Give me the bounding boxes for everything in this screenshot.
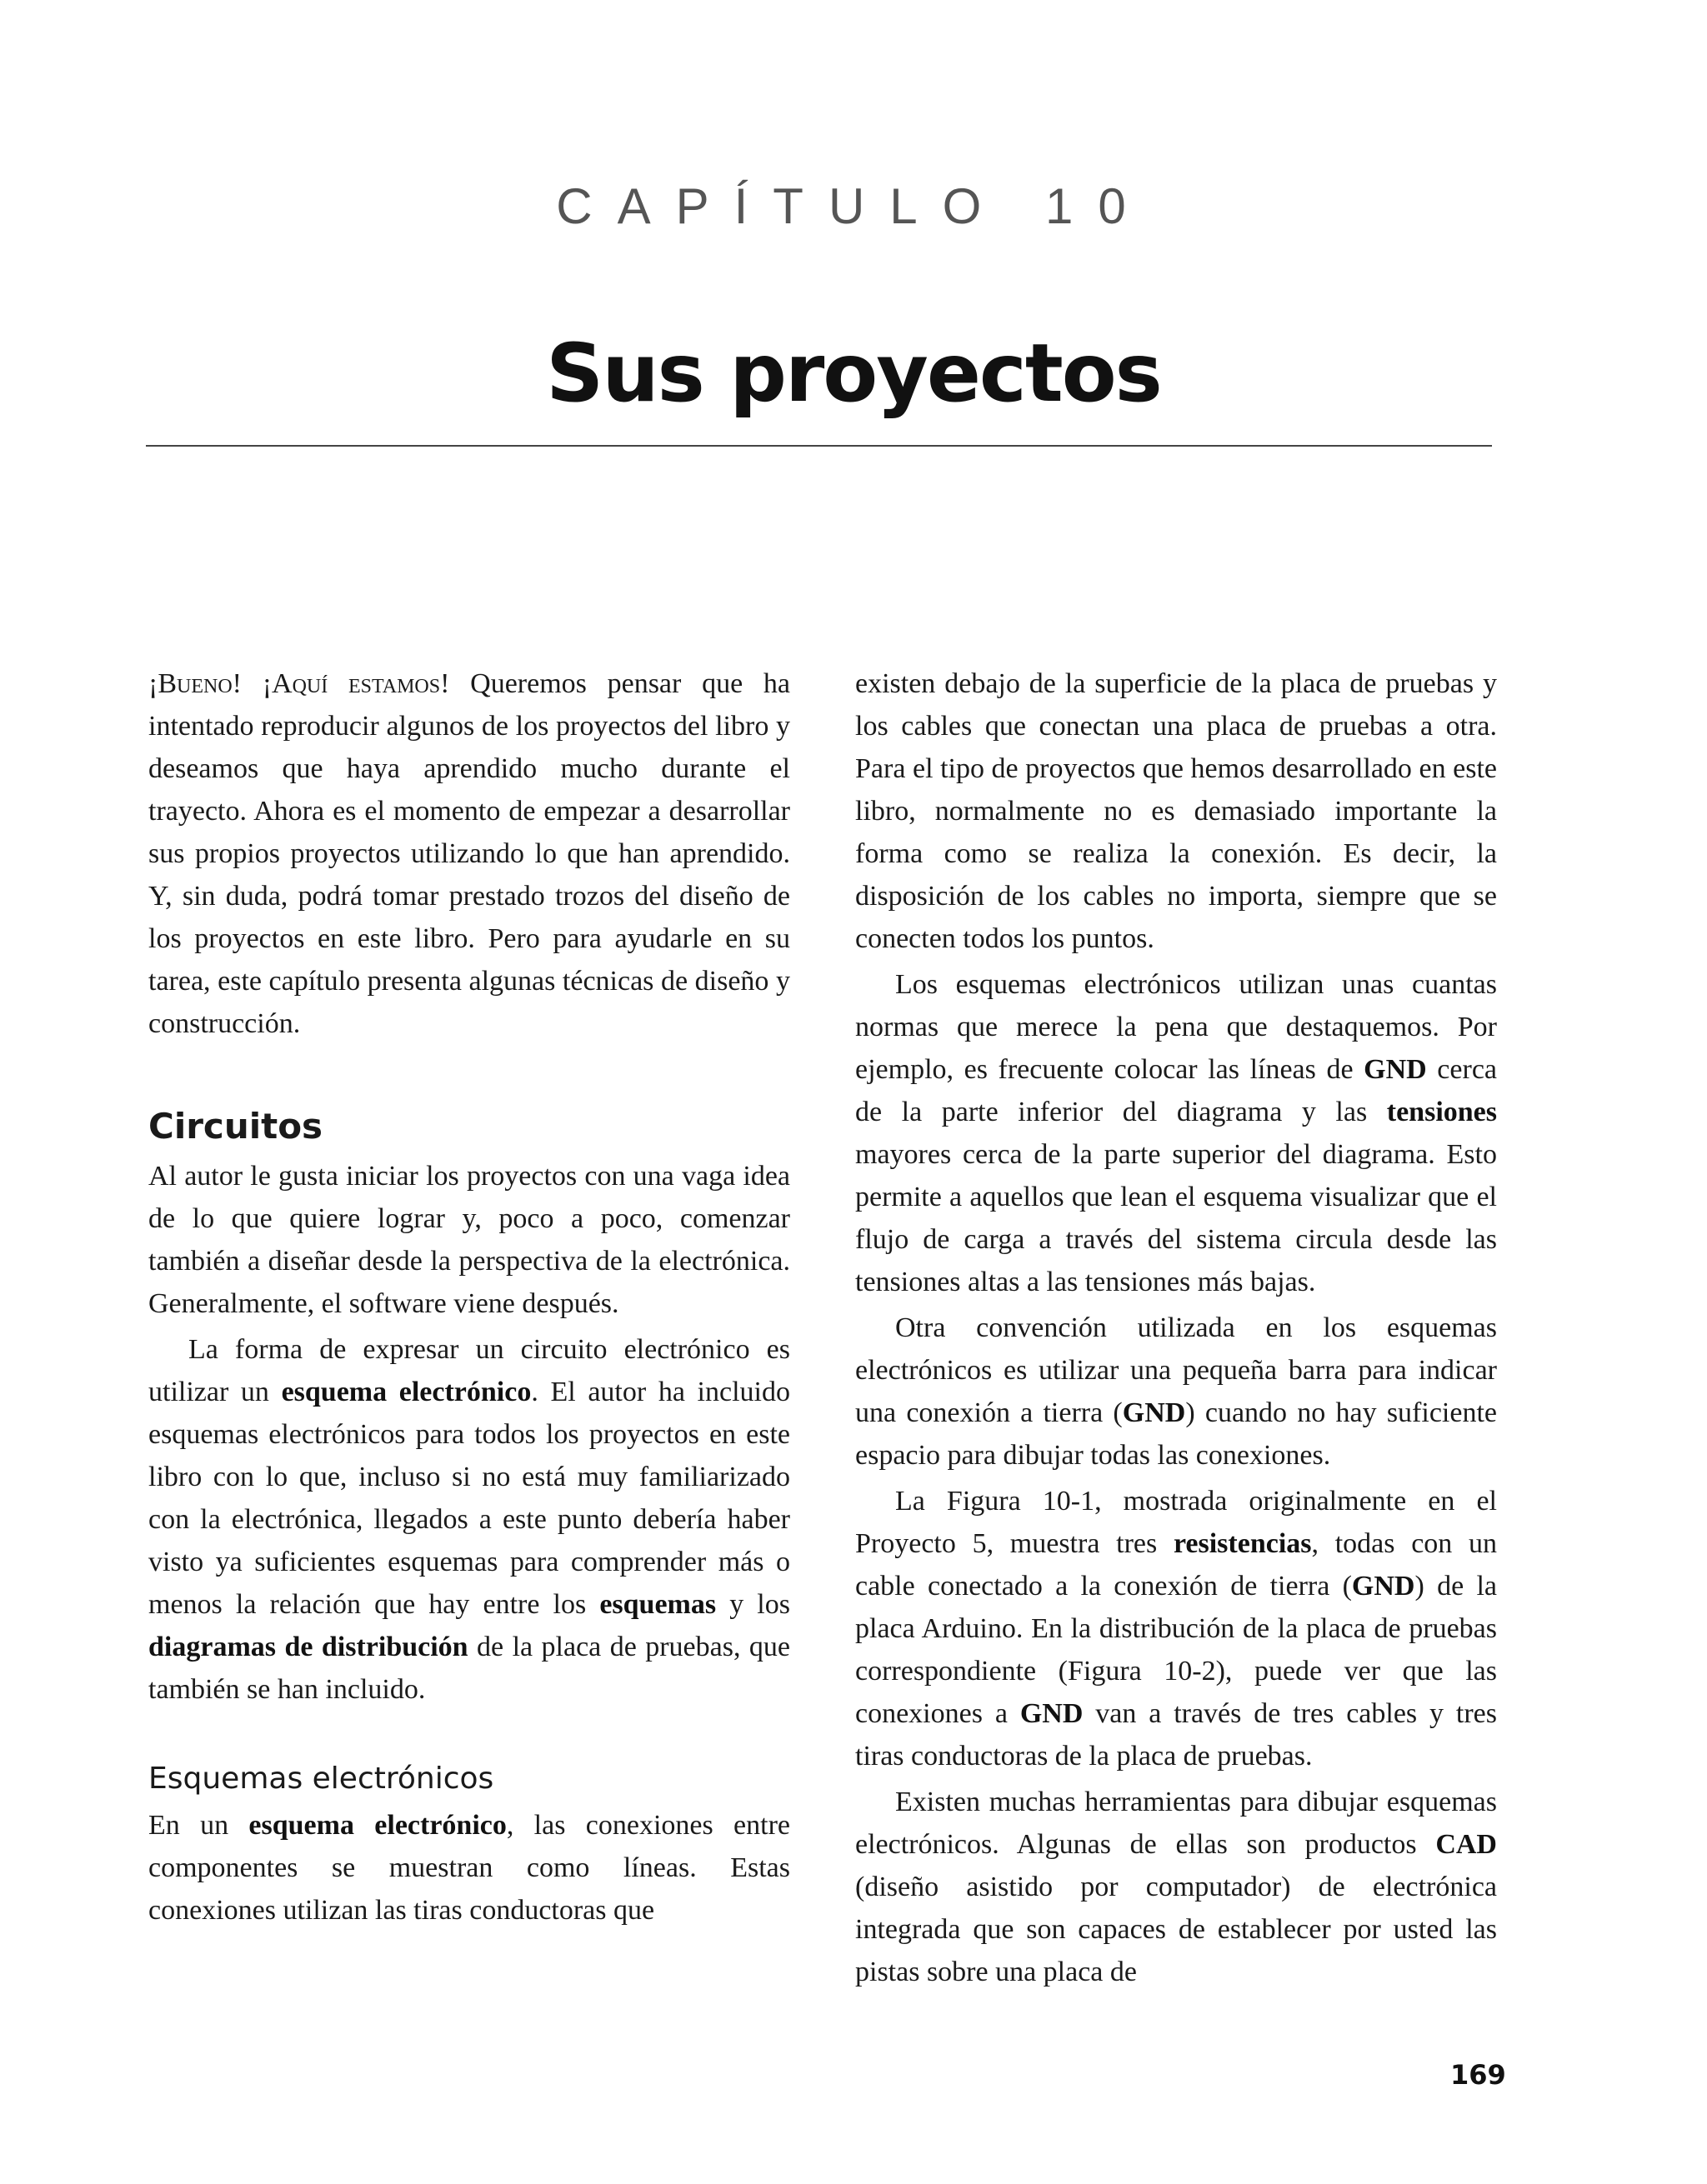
bold-term: diagramas de distribución: [148, 1632, 468, 1662]
right-column: [855, 662, 1497, 1993]
text-run: mayores cerca de la parte superior del diagrama. Esto permite a aquellos que lean el esquema visualizar que el flujo de carga a través del sistema circula desde las tensiones altas a las tensiones más bajas.: [855, 1139, 1497, 1297]
text-run: ) cuando no hay suficiente espacio para dibujar todas las conexiones.: [855, 1397, 1497, 1471]
chapter-title: Sus proyectos: [546, 327, 1161, 420]
bold-term: GND: [1364, 1054, 1427, 1085]
bold-term: esquema electrónico: [281, 1377, 532, 1407]
left-column: [148, 662, 790, 1932]
circuitos-paragraph-1: Al autor le gusta iniciar los proyectos con una vaga idea de lo que quiere lograr y, poco a poco, comenzar también a diseñar desde la perspectiva de la electrónica. Generalmente, el software viene después.: [148, 1161, 790, 1319]
page-number: 169: [1450, 2059, 1506, 2091]
text-run: y los: [716, 1589, 790, 1620]
bold-term: resistencias: [1173, 1528, 1312, 1559]
subsection-heading-esquemas: Esquemas electrónicos: [148, 1762, 494, 1796]
chapter-label: CAPÍTULO 10: [556, 178, 1151, 234]
bold-term: GND: [1019, 1698, 1084, 1729]
bold-term: tensiones: [1386, 1097, 1497, 1127]
intro-lead-a: ¡Bueno!: [148, 668, 242, 699]
bold-term: CAD: [1435, 1829, 1497, 1860]
intro-lead-b: ¡Aquí estamos!: [262, 668, 450, 699]
esquemas-paragraph-1: [148, 1804, 790, 1932]
text-run: En un: [148, 1810, 249, 1841]
text-run: ) de la placa Arduino. En la distribución de la placa de pruebas correspondiente (Figura 10-2), puede ver que las conexiones a: [855, 1571, 1498, 1729]
bold-term: GND: [1351, 1571, 1415, 1602]
bold-term: esquemas: [599, 1589, 717, 1620]
text-run: La forma de expresar un circuito electrónico es utilizar un: [148, 1334, 790, 1407]
right-paragraph-3: [855, 1307, 1497, 1477]
intro-paragraph: [148, 662, 790, 1045]
section-heading-circuitos: Circuitos: [148, 1106, 323, 1147]
text-run: . El autor ha incluido esquemas electrónicos para todos los proyectos en este libro con lo que, incluso si no está muy familiarizado con la electrónica, llegados a este punto debería haber visto ya suficientes esquemas para comprender más o menos la relación que hay entre los: [148, 1377, 790, 1620]
text-run: La Figura 10-1, mostrada originalmente en el Proyecto 5, muestra tres: [855, 1486, 1497, 1559]
text-run: van a través de tres cables y tres tiras conductoras de la placa de pruebas.: [855, 1698, 1497, 1772]
right-paragraph-1: existen debajo de la superficie de la placa de pruebas y los cables que conectan una placa de pruebas a otra. Para el tipo de proyectos que hemos desarrollado en este libro, normalmente no es demasiado importante la forma como se realiza la conexión. Es decir, la disposición de los cables no importa, siempre que se conecten todos los puntos.: [855, 668, 1497, 954]
bold-term: esquema electrónico: [248, 1810, 507, 1841]
right-paragraph-2: [855, 963, 1497, 1303]
bold-term: GND: [1122, 1397, 1186, 1428]
text-run: Otra convención utilizada en los esquemas electrónicos es utilizar una pequeña barra para indicar una conexión a tierra (: [855, 1312, 1497, 1428]
text-run: de la placa de pruebas, que también se han incluido.: [148, 1632, 790, 1705]
text-run: Existen muchas herramientas para dibujar esquemas electrónicos. Algunas de ellas son productos: [855, 1787, 1497, 1860]
intro-text: Queremos pensar que ha intentado reproducir algunos de los proyectos del libro y deseamos que haya aprendido mucho durante el trayecto. Ahora es el momento de empezar a desarrollar sus propios proyectos utilizando lo que han aprendido. Y, sin duda, podrá tomar prestado trozos del diseño de los proyectos en este libro. Pero para ayudarle en su tarea, este capítulo presenta algunas técnicas de diseño y construcción.: [148, 668, 790, 1039]
text-run: , las conexiones entre componentes se muestran como líneas. Estas conexiones utilizan las tiras conductoras que: [148, 1810, 790, 1926]
right-paragraph-4: [855, 1480, 1497, 1777]
text-run: , todas con un cable conectado a la conexión de tierra (: [855, 1528, 1498, 1602]
text-run: cerca de la parte inferior del diagrama y las: [855, 1054, 1497, 1127]
title-divider: [146, 445, 1492, 447]
right-paragraph-5: [855, 1781, 1497, 1993]
circuitos-paragraph-2: [148, 1328, 790, 1711]
text-run: (diseño asistido por computador) de electrónica integrada que son capaces de establecer por usted las pistas sobre una placa de: [855, 1872, 1497, 1987]
text-run: Los esquemas electrónicos utilizan unas cuantas normas que merece la pena que destaquemos. Por ejemplo, es frecuente colocar las líneas de: [855, 969, 1497, 1085]
